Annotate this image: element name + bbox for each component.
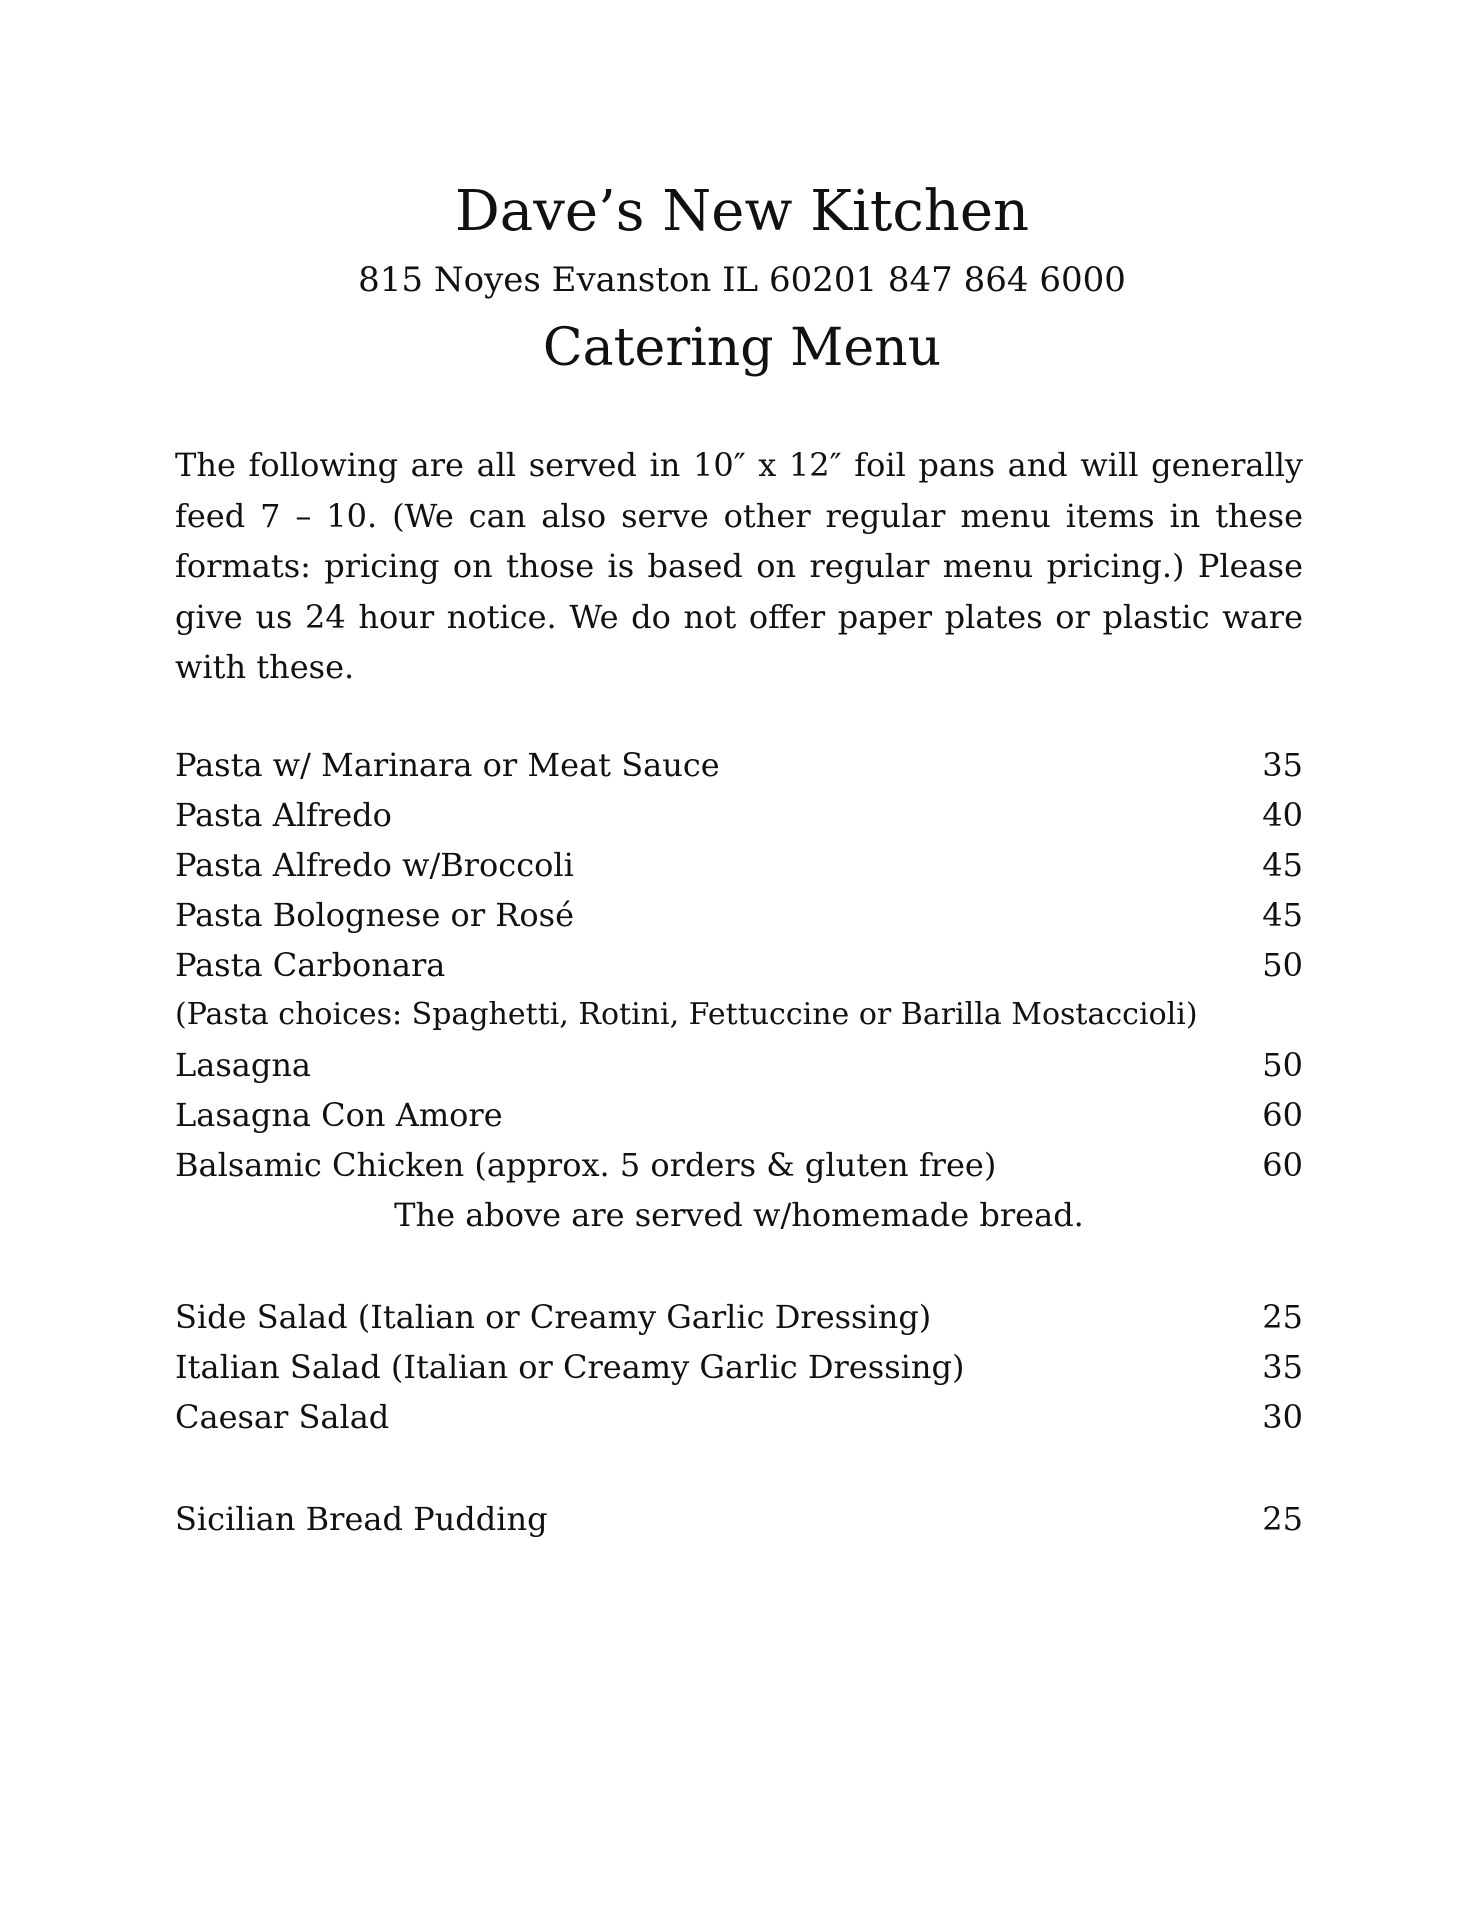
menu-item-price: 25	[1262, 1500, 1303, 1538]
menu-item-price: 60	[1262, 1146, 1303, 1184]
menu-item-price: 35	[1262, 746, 1303, 784]
menu-item-price: 45	[1262, 896, 1303, 934]
menu-item-name: Pasta Alfredo	[175, 796, 392, 834]
menu-item-price: 40	[1262, 796, 1303, 834]
menu-item-name: Sicilian Bread Pudding	[175, 1500, 548, 1538]
menu-item-price: 45	[1262, 846, 1303, 884]
restaurant-address: 815 Noyes Evanston IL 60201 847 864 6000	[358, 260, 1126, 300]
menu-item	[175, 1342, 1303, 1392]
menu-list	[175, 740, 1303, 1544]
menu-item	[175, 1140, 1303, 1190]
menu-item	[175, 1090, 1303, 1140]
menu-item	[175, 740, 1303, 790]
menu-item-name: Pasta w/ Marinara or Meat Sauce	[175, 746, 720, 784]
menu-item	[175, 840, 1303, 890]
menu-item	[175, 1040, 1303, 1090]
menu-item-name: Pasta Alfredo w/Broccoli	[175, 846, 574, 884]
menu-item-name: Caesar Salad	[175, 1398, 390, 1436]
menu-item-price: 60	[1262, 1096, 1303, 1134]
menu-item	[175, 1292, 1303, 1342]
menu-item-name: Side Salad (Italian or Creamy Garlic Dressing)	[175, 1298, 932, 1336]
section-divider	[175, 1442, 1303, 1494]
bread-note: The above are served w/homemade bread.	[394, 1196, 1084, 1234]
menu-item-price: 25	[1262, 1298, 1303, 1336]
menu-item-price: 35	[1262, 1348, 1303, 1386]
menu-item-name: Italian Salad (Italian or Creamy Garlic Dressing)	[175, 1348, 965, 1386]
menu-item-name: Lasagna	[175, 1046, 311, 1084]
menu-item-name: Balsamic Chicken (approx. 5 orders & gluten free)	[175, 1146, 997, 1184]
menu-item	[175, 1392, 1303, 1442]
menu-item-name: Pasta Bolognese or Rosé	[175, 896, 574, 934]
menu-item-name: Lasagna Con Amore	[175, 1096, 503, 1134]
menu-subtitle: Catering Menu	[542, 318, 942, 378]
menu-item-name: Pasta Carbonara	[175, 946, 446, 984]
menu-item	[175, 940, 1303, 990]
intro-paragraph: The following are all served in 10″ x 12″ foil pans and will generally feed 7 – 10. (We can also serve other regular menu items in these formats: pricing on those is based on regular menu pricing.) Please give us 24 hour notice. We do not offer paper plates or plastic ware with these.	[175, 446, 1303, 686]
menu-item	[175, 790, 1303, 840]
section-divider	[175, 1240, 1303, 1292]
menu-item-price: 50	[1262, 1046, 1303, 1084]
menu-item	[175, 890, 1303, 940]
menu-item-price: 50	[1262, 946, 1303, 984]
restaurant-title: Dave’s New Kitchen	[454, 179, 1030, 244]
menu-item	[175, 1494, 1303, 1544]
pasta-choices-note: (Pasta choices: Spaghetti, Rotini, Fettuccine or Barilla Mostaccioli)	[175, 997, 1198, 1032]
menu-item-price: 30	[1262, 1398, 1303, 1436]
